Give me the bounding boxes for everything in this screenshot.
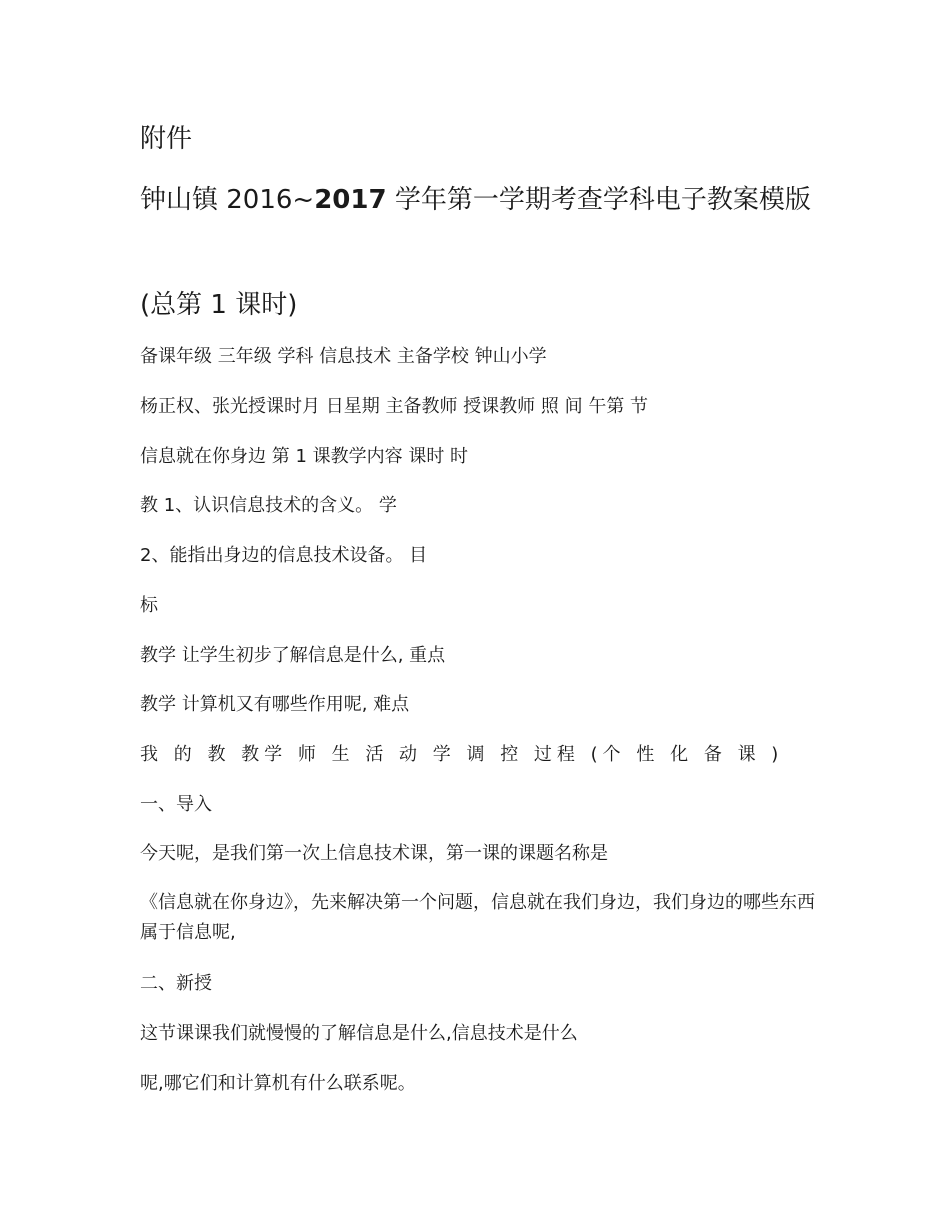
title-prefix: 钟山镇 2016~ [140, 185, 315, 215]
document-title [140, 180, 820, 220]
new-paragraph-2: 呢,哪它们和计算机有什么联系呢。 [140, 1073, 416, 1094]
grade-subject-line: 备课年级 三年级 学科 信息技术 主备学校 钟山小学 [140, 346, 547, 367]
period-count: (总第 1 课时) [140, 290, 298, 320]
process-header: 我 的 教 教学 师 生 活 动 学 调 控 过程 (个 性 化 备 课 ) [140, 744, 784, 765]
difficult-point-line: 教学 计算机又有哪些作用呢, 难点 [140, 694, 410, 715]
teaching-goal-3: 标 [140, 595, 158, 616]
title-suffix: 学年第一学期考查学科电子教案模版 [386, 185, 811, 215]
attachment-heading: 附件 [140, 124, 193, 154]
title-year: 2017 [314, 185, 387, 215]
key-point-line: 教学 让学生初步了解信息是什么, 重点 [140, 645, 446, 666]
new-paragraph-1: 这节课课我们就慢慢的了解信息是什么,信息技术是什么 [140, 1023, 578, 1044]
section-intro-heading: 一、导入 [140, 794, 212, 815]
teachers-schedule-line: 杨正权、张光授课时月 日星期 主备教师 授课教师 照 间 午第 节 [140, 396, 649, 417]
teaching-goal-1: 教 1、认识信息技术的含义。 学 [140, 495, 397, 516]
teaching-goal-2: 2、能指出身边的信息技术设备。 目 [140, 545, 428, 566]
section-new-heading: 二、新授 [140, 973, 212, 994]
intro-paragraph-2: 《信息就在你身边》，先来解决第一个问题，信息就在我们身边，我们身边的哪些东西属于信息呢, [140, 892, 815, 943]
intro-paragraph-1: 今天呢，是我们第一次上信息技术课，第一课的课题名称是 [140, 843, 608, 864]
lesson-topic-line: 信息就在你身边 第 1 课教学内容 课时 时 [140, 446, 469, 467]
